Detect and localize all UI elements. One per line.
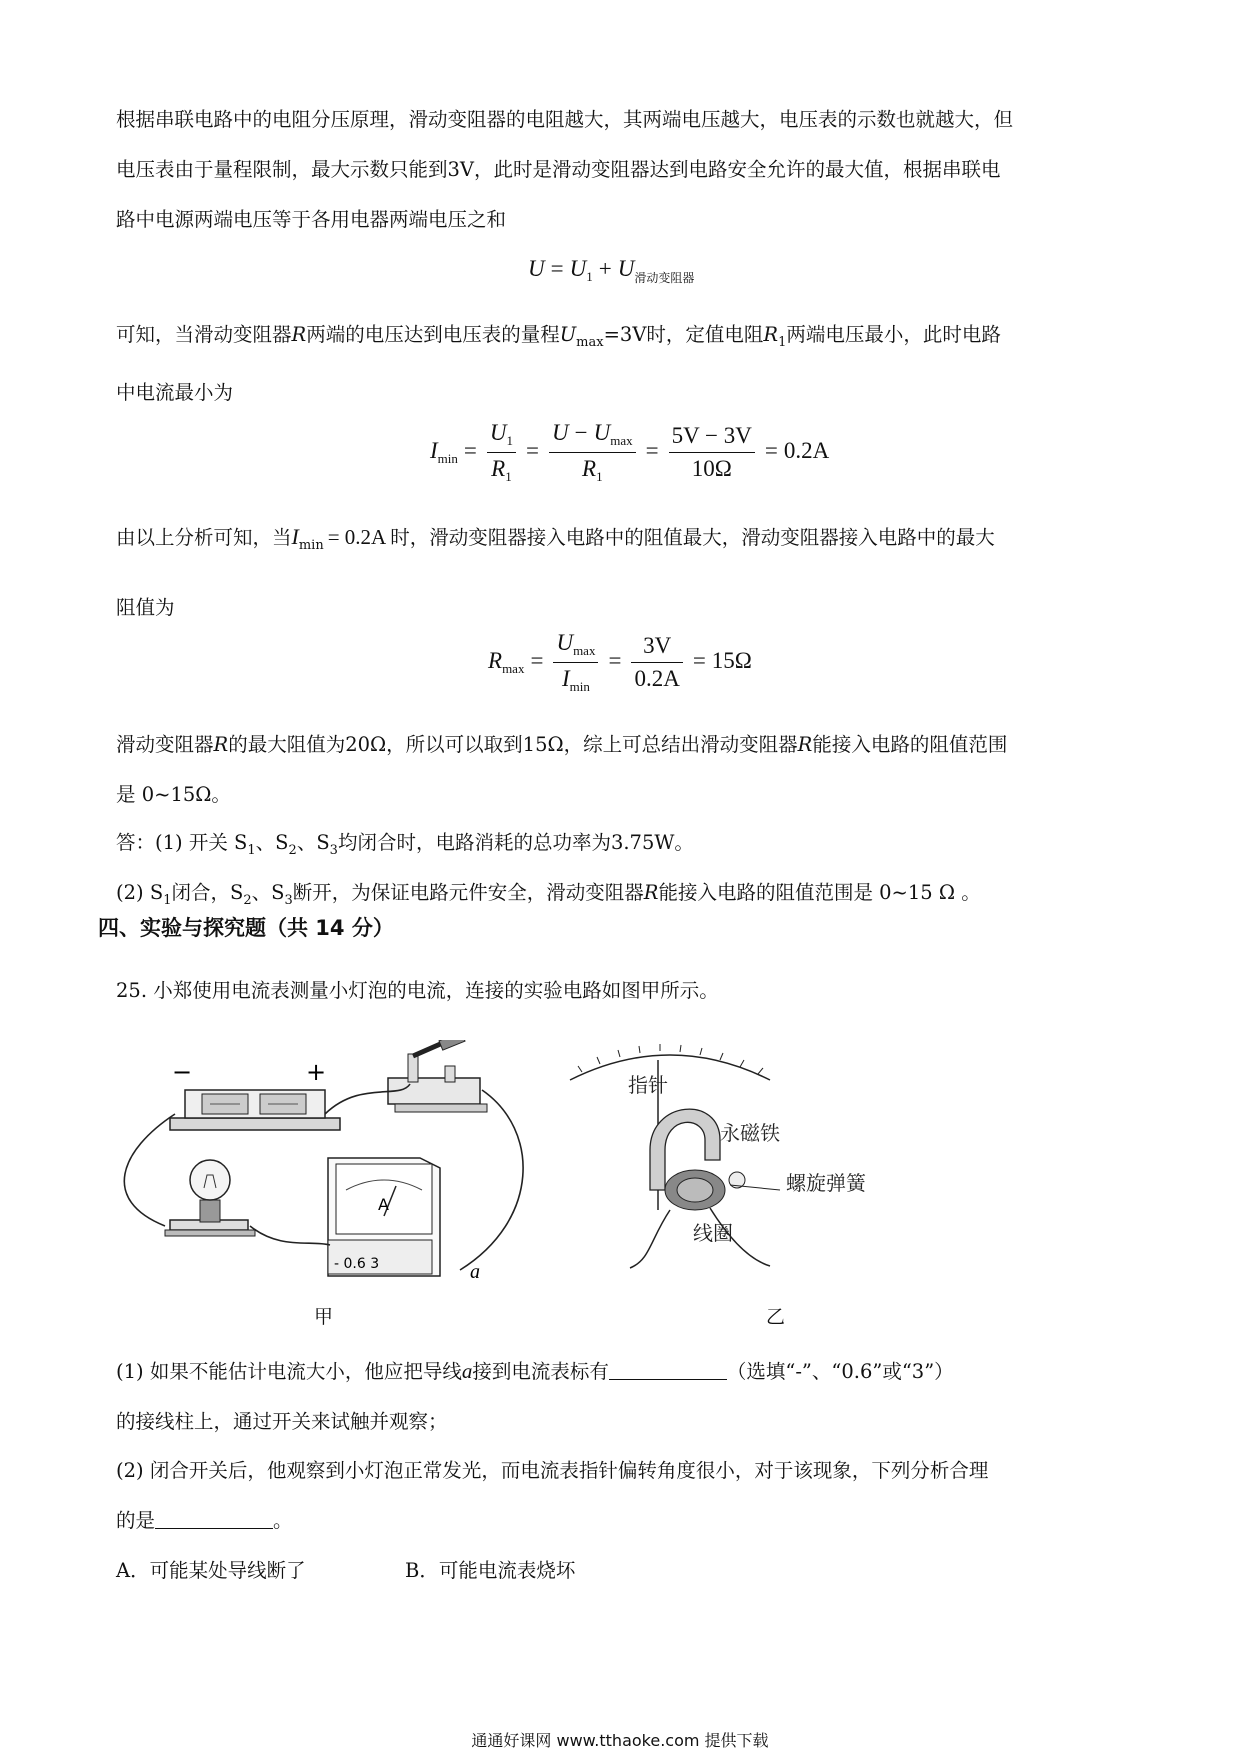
paragraph-2 [116, 310, 1126, 418]
battery-minus-label: − [172, 1058, 193, 1086]
coil-label: 线圈 [693, 1221, 733, 1245]
text-line: 可知，当滑动变阻器R两端的电压达到电压表的量程$U_{max}=3V$时，定值电阻$R_1$两端电压最小，此时电路 [116, 323, 1001, 350]
text-line: 中电流最小为 [116, 381, 234, 404]
text-line: 阻值为 [116, 596, 175, 619]
spring-label: 螺旋弹簧 [786, 1171, 866, 1195]
text-line: 是 0~15Ω。 [116, 783, 231, 806]
text-line: 电压表由于量程限制，最大示数只能到3V，此时是滑动变阻器达到电路安全允许的最大值，根据串联电 [116, 158, 1001, 181]
figure-label-jia: 甲 [314, 1306, 334, 1328]
sub-question-2: (2) 闭合开关后，他观察到小灯泡正常发光，而电流表指针偏转角度很小，对于该现象，下列分析合理 的是 。 [116, 1459, 989, 1532]
option-b: B．可能电流表烧坏 [405, 1559, 576, 1582]
equation-min-current: $I_{min}$ = $\frac{U_1}{R_1}$ = $\frac{U - U_{max}}{R_1}$ = $\frac{5V - 3V}{10\Omega}$ = 0.2A [430, 420, 830, 484]
answer-2: (2) $S_1$闭合，$S_2$、$S_3$断开，为保证电路元件安全，滑动变阻器R能接入电路的阻值范围是 0~15 Ω 。 [116, 881, 981, 908]
battery-holder [170, 1058, 340, 1130]
circuit-figure [110, 1040, 1110, 1320]
wire-a-label: a [470, 1261, 480, 1283]
knife-switch [388, 1040, 487, 1112]
ammeter-internals [570, 1044, 867, 1268]
page-footer: 通通好课网 www.tthaoke.com 提供下载 [471, 1731, 769, 1750]
answer-blank-1[interactable] [609, 1361, 727, 1380]
magnet-label: 永磁铁 [720, 1121, 780, 1145]
text-line: 根据串联电路中的电阻分压原理，滑动变阻器的电阻越大，其两端电压越大，电压表的示数也就越大，但 [116, 108, 1014, 131]
ammeter [328, 1158, 440, 1276]
answer-blank-2[interactable] [155, 1510, 273, 1529]
option-a: A．可能某处导线断了 [116, 1559, 306, 1582]
text-line: 滑动变阻器R的最大阻值为20Ω，所以可以取到15Ω，综上可总结出滑动变阻器R能接入电路的阻值范围 [116, 733, 1008, 756]
ammeter-terminals-label: - 0.6 3 [334, 1256, 380, 1272]
text-line: 路中电源两端电压等于各用电器两端电压之和 [116, 208, 507, 231]
pointer-label: 指针 [628, 1073, 668, 1097]
ammeter-symbol: A [378, 1195, 389, 1214]
paragraph-4 [116, 720, 1126, 820]
sub-question-1: (1) 如果不能估计电流大小，他应把导线a接到电流表标有 （选填“-”、“0.6”或“3”） 的接线柱上，通过开关来试触并观察； [116, 1359, 954, 1433]
equation-max-resistance: $R_{max}$ = $\frac{U_{max}}{I_{min}}$ = $\frac{3V}{0.2A}$ = 15Ω [488, 630, 752, 694]
light-bulb [165, 1160, 255, 1236]
figure-label-yi: 乙 [766, 1306, 786, 1328]
question-25: 25. 小郑使用电流表测量小灯泡的电流，连接的实验电路如图甲所示。 [116, 979, 719, 1002]
text-line: 由以上分析可知，当$I_{min} = 0.2A$ 时，滑动变阻器接入电路中的阻值最大，滑动变阻器接入电路中的最大 [116, 524, 995, 553]
section-heading: 四、实验与探究题（共 14 分） [98, 916, 394, 940]
paragraph-1 [116, 95, 1126, 245]
paragraph-3 [116, 512, 1126, 633]
answer-1: 答：(1) 开关 $S_1$、$S_2$、$S_3$均闭合时，电路消耗的总功率为3.75W。 [116, 831, 694, 858]
equation-total-voltage: $U = U_1 + U_{滑动变阻器}$ [528, 256, 695, 285]
battery-plus-label: + [306, 1058, 327, 1086]
